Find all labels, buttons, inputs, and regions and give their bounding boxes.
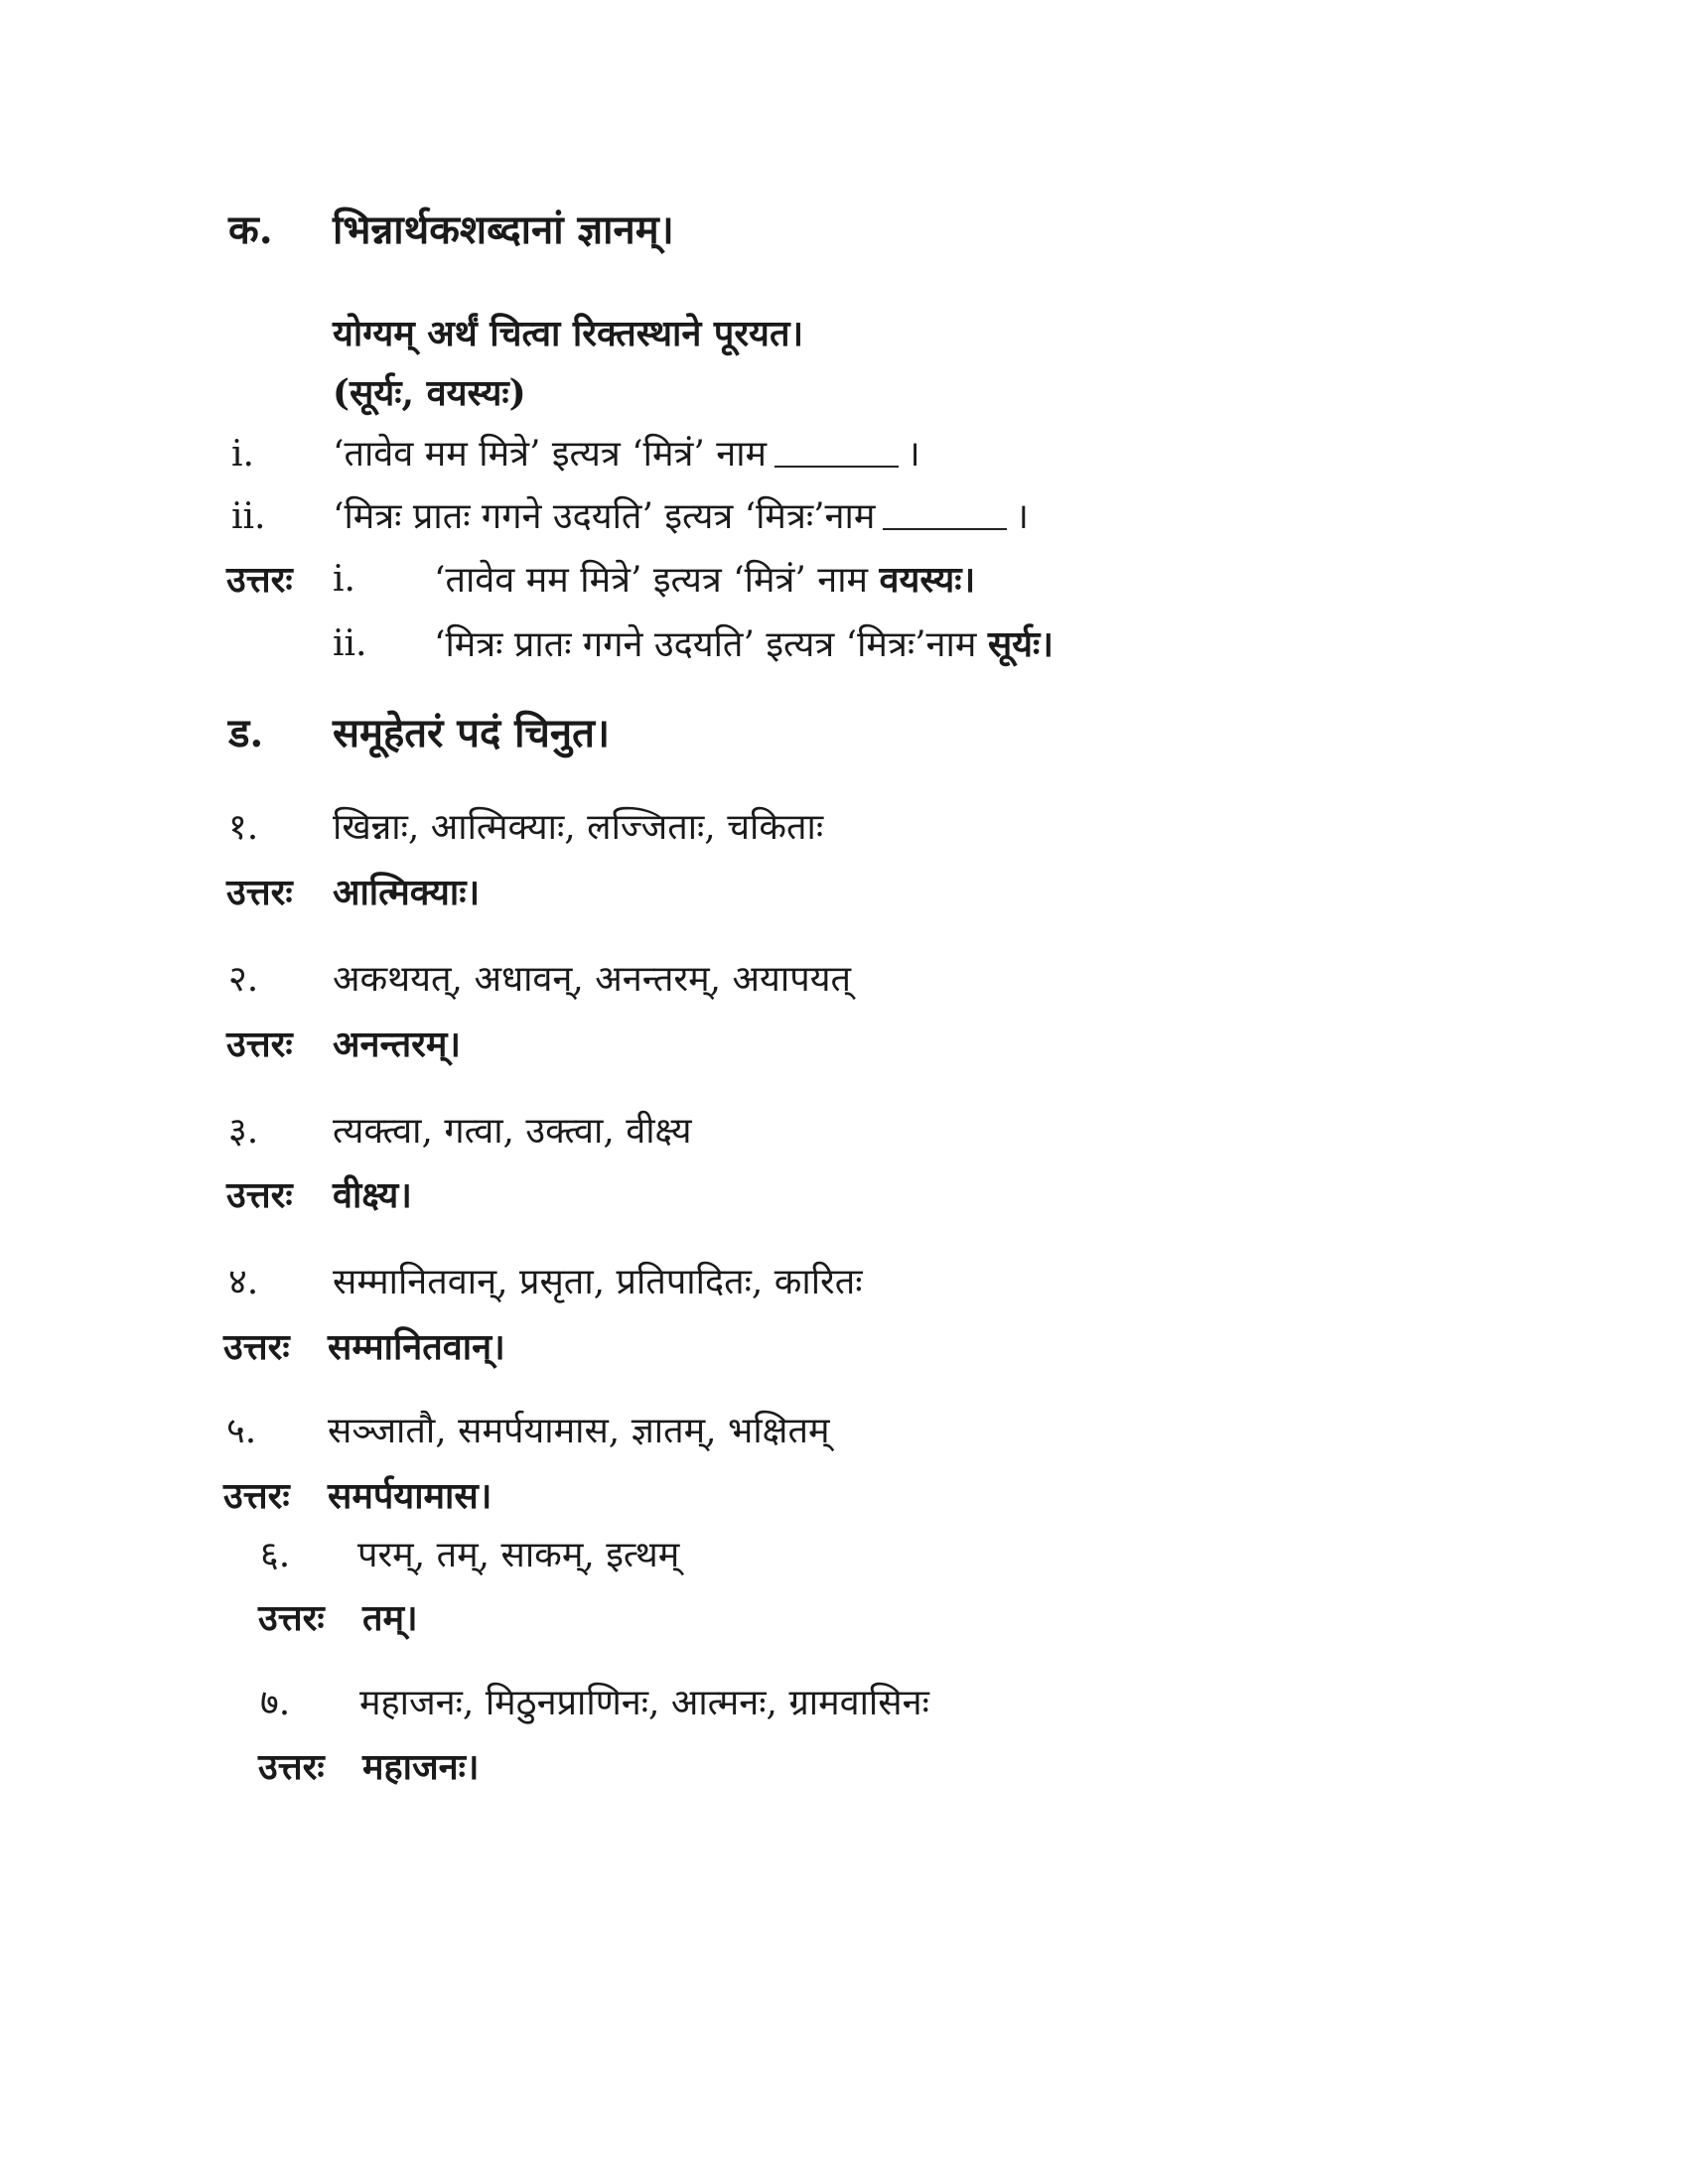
answer-label: उत्तरः: [223, 1475, 290, 1517]
question-end: ।: [1015, 496, 1030, 537]
item-words: सम्मानितवान्, प्रसृता, प्रतिपादितः, कारितः: [333, 1262, 863, 1302]
blank-line: [774, 436, 899, 468]
blank-line: [883, 498, 1007, 530]
answer-label: उत्तरः: [226, 559, 293, 601]
item-words: महाजनः, मिठुनप्राणिनः, आत्मनः, ग्रामवासिनः: [359, 1683, 929, 1723]
item-number: ४.: [228, 1262, 259, 1302]
item-words: परम्, तम्, साकम्, इत्थम्: [357, 1535, 680, 1575]
section-ka-instruction: योग्यम् अर्थं चित्वा रिक्तस्थाने पूरयत।: [333, 313, 804, 354]
answer-label: उत्तरः: [258, 1597, 325, 1639]
item-words: अकथयत्, अधावन्, अनन्तरम्, अयापयत्: [333, 959, 852, 1000]
question-text: ‘तावेव मम मित्रे’ इत्यत्र ‘मित्रं’ नाम: [333, 434, 768, 475]
item-number: ६.: [260, 1535, 291, 1575]
item-words: त्यक्त्वा, गत्वा, उक्त्वा, वीक्ष्य: [333, 1111, 692, 1152]
question-text: ‘मित्रः प्रातः गगने उदयति’ इत्यत्र ‘मित्रः’नाम: [333, 496, 876, 537]
item-answer: समर्पयामास।: [328, 1475, 492, 1517]
answer-line: [434, 556, 975, 605]
answer-line: [434, 620, 1054, 669]
answer-text: ‘तावेव मम मित्रे’ इत्यत्र ‘मित्रं’ नाम: [434, 560, 869, 601]
question-line: [333, 431, 920, 478]
item-words: सञ्जातौ, समर्पयामास, ज्ञातम्, भक्षितम्: [328, 1411, 830, 1451]
answer-label: उत्तरः: [226, 1024, 293, 1065]
item-answer: वीक्ष्य।: [333, 1174, 412, 1216]
section-ka-title: भिन्नार्थकशब्दानां ज्ञानम्।: [333, 206, 674, 253]
section-da-title: समूहेतरं पदं चिनुत।: [333, 710, 611, 756]
answer-label: उत्तरः: [258, 1746, 325, 1788]
question-number: i.: [231, 434, 254, 475]
answer-value: सूर्यः।: [987, 623, 1054, 665]
item-number: ७.: [260, 1683, 291, 1723]
answer-value: वयस्यः।: [879, 559, 976, 601]
answer-label: उत्तरः: [223, 1326, 290, 1368]
answer-label: उत्तरः: [226, 872, 293, 913]
answer-label: उत्तरः: [226, 1174, 293, 1216]
item-answer: आत्मिक्याः।: [333, 872, 481, 913]
section-ka-marker: क.: [228, 206, 273, 253]
question-end: ।: [907, 434, 920, 475]
item-words: खिन्नाः, आत्मिक्याः, लज्जिताः, चकिताः: [333, 807, 824, 848]
item-number: १.: [228, 807, 259, 848]
item-answer: तम्।: [362, 1597, 418, 1639]
item-number: ३.: [228, 1111, 259, 1152]
item-answer: सम्मानितवान्।: [328, 1326, 505, 1368]
answer-text: ‘मित्रः प्रातः गगने उदयति’ इत्यत्र ‘मित्रः’नाम: [434, 624, 977, 665]
item-answer: महाजनः।: [362, 1746, 480, 1788]
item-number: २.: [228, 959, 259, 1000]
question-number: ii.: [231, 496, 266, 537]
question-line: [333, 493, 1029, 541]
answer-number: i.: [333, 559, 355, 600]
section-da-marker: ड.: [228, 710, 264, 756]
item-number: ५.: [226, 1411, 257, 1451]
section-ka-options: (सूर्यः, वयस्यः): [333, 372, 526, 414]
item-answer: अनन्तरम्।: [333, 1024, 461, 1065]
answer-number: ii.: [333, 623, 367, 664]
